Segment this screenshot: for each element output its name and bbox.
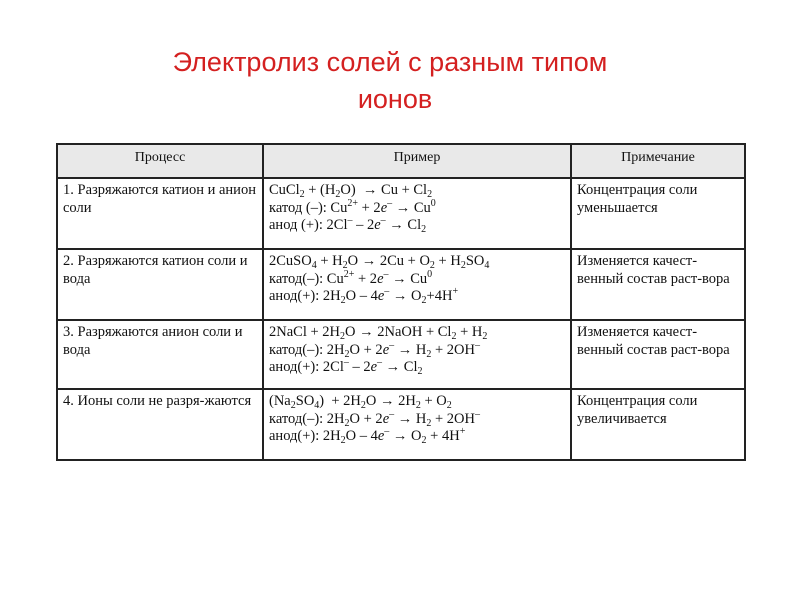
process-cell: 4. Ионы соли не разря-жаются [57,389,263,460]
table-header-row [57,144,745,178]
slide-title [0,44,800,118]
anode-equation: анод(+): $2H_2O - 4e^- \to O_2+4H^+$ [269,286,459,306]
overall-equation: 2CuSO$_4$ + $H_2O \to 2Cu + O_2 + H_2SO_4$ [269,253,490,271]
header-note: Примечание [571,144,745,178]
table-row [57,249,745,320]
anode-equation: анод(+): $2H_2O - 4e^- \to O_2 + 4H^+$ [269,426,466,446]
header-example: Пример [263,144,571,178]
cathode-equation: катод(–): $2H_2O + 2e^- \to H_2 + 2OH^-$ [269,339,480,360]
table-row [57,320,745,389]
overall-equation: CuCl$_2$ + $(H_2O) \to Cu + Cl_2$ [269,182,433,200]
anode-equation: анод (+): $2Cl^- - 2e^- \to Cl_2$ [269,215,427,235]
example-cell [263,249,571,320]
note-cell: Концентрация соли уменьшается [571,178,745,249]
anode-equation: анод(+): $2Cl^- - 2e^- \to Cl_2$ [269,357,423,377]
overall-equation: 2NaCl + $2H_2O$ → 2NaOH + $Cl_2 + H_2$ [269,324,488,342]
cathode-equation: катод (–): $Cu^{2+} + 2e^- \to Cu^0$ [269,197,436,216]
slide-title-line-1: Электролиз солей с разным типом [172,47,608,77]
example-cell [263,320,571,389]
cathode-equation: катод(–): $Cu^{2+} + 2e^- \to Cu^0$ [269,268,433,287]
table-row [57,389,745,460]
note-cell: Изменяется качест-венный состав раст-вора [571,249,745,320]
overall-equation: $(Na_2SO_4) + 2H_2O \to 2H_2 + O_2$ [269,393,452,411]
header-process: Процесс [57,144,263,178]
process-cell: 3. Разряжаются анион соли и вода [57,320,263,389]
slide-title-line-2: ионов [357,84,433,114]
note-cell: Концентрация соли увеличивается [571,389,745,460]
note-cell: Изменяется качест-венный состав раст-вора [571,320,745,389]
electrolysis-table [56,143,746,461]
example-cell [263,389,571,460]
cathode-equation: катод(–): $2H_2O + 2e^- \to H_2 + 2OH^-$ [269,408,480,429]
table-row [57,178,745,249]
process-cell: 2. Разряжаются катион соли и вода [57,249,263,320]
process-cell: 1. Разряжаются катион и анион соли [57,178,263,249]
example-cell [263,178,571,249]
